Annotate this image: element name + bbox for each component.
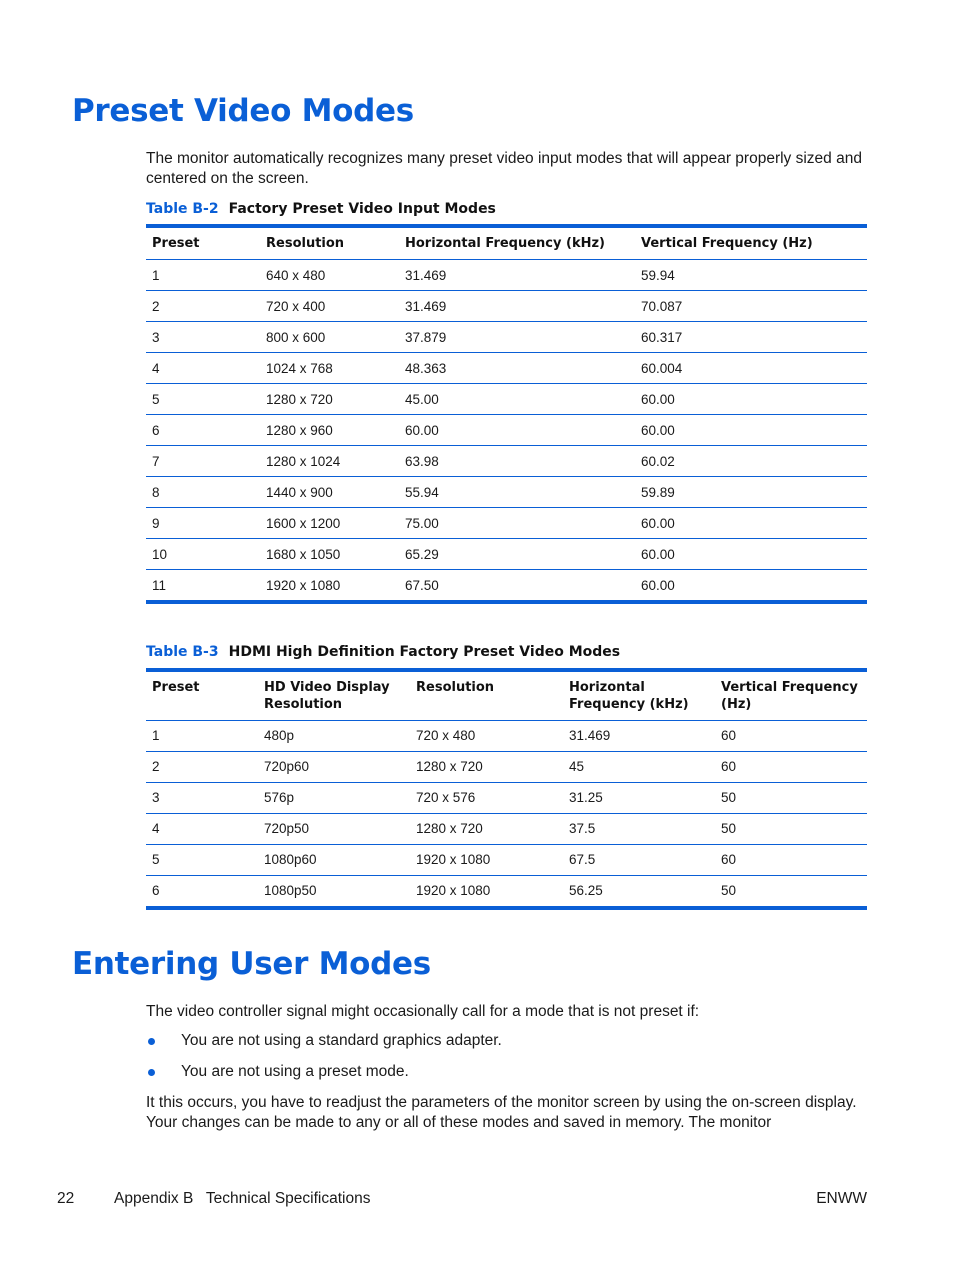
table-cell: 31.25 bbox=[563, 782, 715, 813]
table-cell: 6 bbox=[146, 415, 260, 446]
table-cell: 720p50 bbox=[258, 813, 410, 844]
table-b2-title: Factory Preset Video Input Modes bbox=[228, 201, 496, 217]
table-row bbox=[146, 291, 867, 322]
table-cell: 60.00 bbox=[635, 415, 867, 446]
table-row bbox=[146, 384, 867, 415]
table-header-row bbox=[146, 226, 867, 260]
table-cell: 640 x 480 bbox=[260, 260, 399, 291]
table-cell: 60 bbox=[715, 720, 867, 751]
column-header: Vertical Frequency (Hz) bbox=[635, 226, 867, 260]
section-heading-entering-user-modes: Entering User Modes bbox=[72, 946, 431, 982]
table-cell: 60.00 bbox=[635, 539, 867, 570]
column-header: Preset bbox=[146, 226, 260, 260]
table-cell: 75.00 bbox=[399, 508, 635, 539]
table-cell: 4 bbox=[146, 353, 260, 384]
table-row bbox=[146, 875, 867, 908]
table-cell: 31.469 bbox=[399, 260, 635, 291]
table-b3-title: HDMI High Definition Factory Preset Video Modes bbox=[228, 644, 621, 660]
table-cell: 56.25 bbox=[569, 883, 603, 898]
table-row bbox=[146, 415, 867, 446]
table-cell: 67.5 bbox=[563, 844, 715, 875]
table-cell: 1600 x 1200 bbox=[260, 508, 399, 539]
table-b2 bbox=[146, 224, 867, 604]
table-cell: 60 bbox=[715, 844, 867, 875]
table-cell: 48.363 bbox=[399, 353, 635, 384]
table-cell: 1280 x 720 bbox=[410, 751, 563, 782]
intro-paragraph: The monitor automatically recognizes many preset video input modes that will appear properly sized and centered on the screen. bbox=[146, 150, 862, 187]
table-cell: 7 bbox=[146, 446, 260, 477]
table-row bbox=[146, 751, 867, 782]
table-cell: 45 bbox=[563, 751, 715, 782]
bullet-icon bbox=[148, 1038, 155, 1045]
column-header: Horizontal Frequency (kHz) bbox=[563, 670, 715, 720]
table-cell: 60 bbox=[715, 751, 867, 782]
list-item-text: You are not using a standard graphics adapter. bbox=[181, 1032, 502, 1049]
footer-right-label: ENWW bbox=[816, 1190, 867, 1207]
column-header: Preset bbox=[146, 670, 258, 720]
table-cell: 31.469 bbox=[563, 720, 715, 751]
table-cell: 60.00 bbox=[399, 415, 635, 446]
table-cell: 3 bbox=[146, 782, 258, 813]
table-cell: 9 bbox=[146, 508, 260, 539]
table-cell: 1 bbox=[146, 720, 258, 751]
table-cell: 720 x 576 bbox=[410, 782, 563, 813]
table-cell: 1280 x 720 bbox=[260, 384, 399, 415]
table-cell: 60.00 bbox=[635, 508, 867, 539]
table-cell: 6 bbox=[152, 883, 160, 898]
list-item-text: You are not using a preset mode. bbox=[181, 1063, 409, 1080]
table-cell: 67.50 bbox=[405, 577, 439, 593]
table-cell: 60.004 bbox=[635, 353, 867, 384]
table-cell: 576p bbox=[258, 782, 410, 813]
table-cell: 1280 x 1024 bbox=[260, 446, 399, 477]
table-b3-number: Table B-3 bbox=[146, 644, 219, 660]
table-cell: 31.469 bbox=[399, 291, 635, 322]
table-cell: 800 x 600 bbox=[260, 322, 399, 353]
table-cell: 65.29 bbox=[399, 539, 635, 570]
table-row bbox=[146, 446, 867, 477]
table-b2-number: Table B-2 bbox=[146, 201, 219, 217]
table-cell: 60.02 bbox=[635, 446, 867, 477]
table-header-row bbox=[146, 670, 867, 720]
list-item bbox=[146, 1031, 502, 1062]
table-cell: 59.94 bbox=[635, 260, 867, 291]
table-cell: 1920 x 1080 bbox=[416, 883, 491, 898]
list-item bbox=[146, 1062, 502, 1093]
table-row bbox=[146, 844, 867, 875]
table-row bbox=[146, 260, 867, 291]
table-cell: 1280 x 720 bbox=[410, 813, 563, 844]
table-cell: 11 bbox=[152, 577, 167, 593]
table-cell: 50 bbox=[715, 813, 867, 844]
table-row bbox=[146, 720, 867, 751]
column-header: Resolution bbox=[410, 670, 563, 720]
table-cell: 2 bbox=[146, 291, 260, 322]
table-cell: 480p bbox=[258, 720, 410, 751]
column-header: HD Video Display Resolution bbox=[258, 670, 410, 720]
section-heading-preset-video-modes: Preset Video Modes bbox=[72, 93, 414, 129]
table-b3 bbox=[146, 668, 867, 910]
section2-intro: The video controller signal might occasionally call for a mode that is not preset if: bbox=[146, 1003, 700, 1020]
table-cell: 1440 x 900 bbox=[260, 477, 399, 508]
table-cell: 50 bbox=[721, 883, 737, 898]
table-row bbox=[146, 782, 867, 813]
table-cell: 50 bbox=[715, 782, 867, 813]
table-cell: 720 x 480 bbox=[410, 720, 563, 751]
table-cell: 1080p50 bbox=[264, 883, 317, 898]
table-cell: 1080p60 bbox=[258, 844, 410, 875]
table-b3-caption bbox=[146, 644, 620, 660]
table-cell: 1024 x 768 bbox=[260, 353, 399, 384]
column-header: Horizontal Frequency (kHz) bbox=[399, 226, 635, 260]
table-cell: 3 bbox=[146, 322, 260, 353]
table-cell: 8 bbox=[146, 477, 260, 508]
table-cell: 1 bbox=[146, 260, 260, 291]
column-header: Vertical Frequency (Hz) bbox=[715, 670, 867, 720]
table-cell: 10 bbox=[146, 539, 260, 570]
table-row bbox=[146, 508, 867, 539]
column-header: Resolution bbox=[260, 226, 399, 260]
table-cell: 1920 x 1080 bbox=[410, 844, 563, 875]
table-cell: 63.98 bbox=[399, 446, 635, 477]
table-cell: 1280 x 960 bbox=[260, 415, 399, 446]
bullet-icon bbox=[148, 1069, 155, 1076]
table-cell: 45.00 bbox=[399, 384, 635, 415]
table-row bbox=[146, 813, 867, 844]
bullet-list bbox=[146, 1031, 502, 1093]
table-row bbox=[146, 353, 867, 384]
table-cell: 70.087 bbox=[635, 291, 867, 322]
table-cell: 1920 x 1080 bbox=[266, 577, 341, 593]
table-cell: 4 bbox=[146, 813, 258, 844]
page-number: 22 bbox=[57, 1190, 75, 1207]
table-cell: 5 bbox=[146, 844, 258, 875]
table-cell: 37.879 bbox=[399, 322, 635, 353]
table-b2-caption bbox=[146, 201, 496, 217]
table-cell: 2 bbox=[146, 751, 258, 782]
table-cell: 60.317 bbox=[635, 322, 867, 353]
table-row bbox=[146, 570, 867, 603]
table-row bbox=[146, 539, 867, 570]
table-cell: 37.5 bbox=[563, 813, 715, 844]
section2-body: It this occurs, you have to readjust the parameters of the monitor screen by using the on-screen display. Your changes can be made to any or all of these modes and saved in memory. The monitor bbox=[146, 1094, 857, 1131]
table-cell: 59.89 bbox=[635, 477, 867, 508]
table-cell: 720 x 400 bbox=[260, 291, 399, 322]
table-cell: 720p60 bbox=[258, 751, 410, 782]
footer-chapter: Appendix B Technical Specifications bbox=[114, 1190, 371, 1207]
table-cell: 5 bbox=[146, 384, 260, 415]
table-row bbox=[146, 477, 867, 508]
table-cell: 1680 x 1050 bbox=[260, 539, 399, 570]
table-cell: 55.94 bbox=[399, 477, 635, 508]
table-cell: 60.00 bbox=[641, 577, 675, 593]
table-cell: 60.00 bbox=[635, 384, 867, 415]
table-row bbox=[146, 322, 867, 353]
